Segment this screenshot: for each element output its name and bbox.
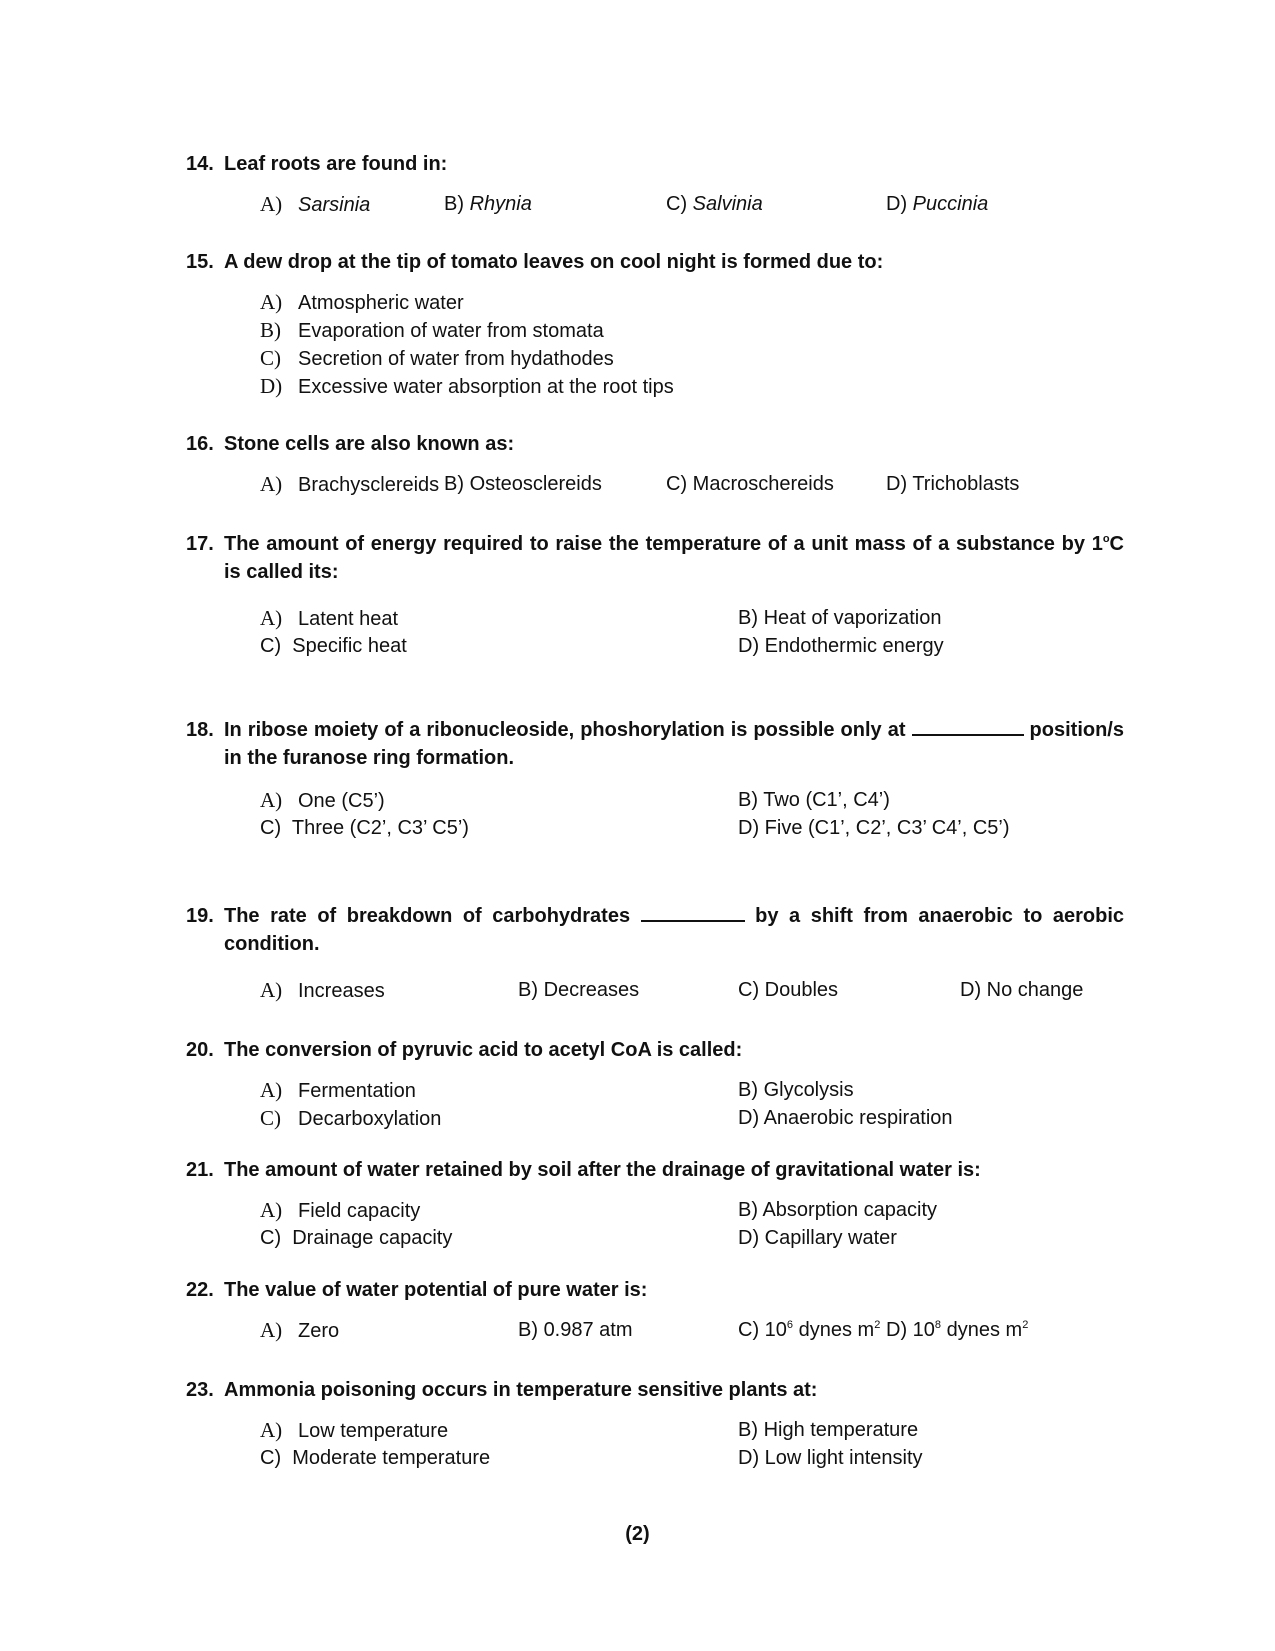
- option-c: C) Moderate temperature: [260, 1447, 491, 1469]
- options: [260, 1416, 1124, 1472]
- question-number: 14.: [186, 153, 214, 175]
- question-14: [186, 150, 1124, 218]
- options: [260, 288, 1124, 400]
- option-b: B) Heat of vaporization: [738, 607, 942, 629]
- option-c: C) Decarboxylation: [260, 1106, 442, 1130]
- question-23: [186, 1376, 1124, 1472]
- option-c: C) Salvinia: [666, 193, 763, 215]
- question-20: [186, 1036, 1124, 1132]
- option-c: C) Specific heat: [260, 635, 407, 657]
- question-text: The amount of water retained by soil after the drainage of gravitational water is:: [224, 1159, 981, 1181]
- question-text: The rate of breakdown of carbohydrates by a shift from anaerobic to aerobic condition.: [224, 905, 1124, 955]
- options: [260, 786, 1124, 842]
- option-d: D) Endothermic energy: [738, 635, 944, 657]
- question-stem: [186, 150, 1124, 178]
- question-stem: [186, 530, 1124, 586]
- question-stem: [186, 1376, 1124, 1404]
- option-c: C) Secretion of water from hydathodes: [260, 346, 614, 370]
- option-c: C) Doubles: [738, 979, 839, 1001]
- option-d: D) Puccinia: [886, 193, 989, 215]
- question-number: 19.: [186, 905, 214, 927]
- fill-blank: [912, 716, 1024, 736]
- question-stem: [186, 248, 1124, 276]
- option-a: A) Increases: [260, 978, 385, 1002]
- question-number: 16.: [186, 433, 214, 455]
- option-c: C) Macroschereids: [666, 473, 834, 495]
- option-a: A) One (C5’): [260, 788, 385, 812]
- fill-blank: [641, 902, 745, 922]
- option-a: A) Latent heat: [260, 606, 399, 630]
- question-number: 23.: [186, 1379, 214, 1401]
- question-22: [186, 1276, 1124, 1344]
- question-text: A dew drop at the tip of tomato leaves on cool night is formed due to:: [224, 251, 884, 273]
- option-d: D) Capillary water: [738, 1227, 897, 1249]
- question-18: [186, 716, 1124, 842]
- option-d: D) Trichoblasts: [886, 473, 1020, 495]
- question-19: [186, 902, 1124, 1004]
- option-a: A) Low temperature: [260, 1418, 449, 1442]
- question-stem: [186, 716, 1124, 772]
- option-b: B) Osteosclereids: [444, 473, 602, 495]
- question-text: Ammonia poisoning occurs in temperature sensitive plants at:: [224, 1379, 818, 1401]
- option-a: A) Brachysclereids: [260, 472, 440, 496]
- options: [260, 976, 1124, 1004]
- question-text: In ribose moiety of a ribonucleoside, phoshorylation is possible only at position/s in the furanose ring formation.: [224, 719, 1124, 769]
- question-text: The amount of energy required to raise the temperature of a unit mass of a substance by 1$^o$C is called its:: [224, 533, 1124, 583]
- question-number: 20.: [186, 1039, 214, 1061]
- question-text: The conversion of pyruvic acid to acetyl CoA is called:: [224, 1039, 743, 1061]
- options: [260, 190, 1124, 218]
- question-stem: [186, 902, 1124, 958]
- option-a: A) Zero: [260, 1318, 340, 1342]
- question-number: 15.: [186, 251, 214, 273]
- option-b: B) 0.987 atm: [518, 1319, 633, 1341]
- option-d: D) Low light intensity: [738, 1447, 923, 1469]
- option-a: A) Fermentation: [260, 1078, 416, 1102]
- option-a: A) Field capacity: [260, 1198, 421, 1222]
- options: [260, 604, 1124, 660]
- question-16: [186, 430, 1124, 498]
- options: [260, 1076, 1124, 1132]
- question-text: The value of water potential of pure water is:: [224, 1279, 648, 1301]
- option-d: D) Excessive water absorption at the root tips: [260, 374, 674, 398]
- option-b: B) Glycolysis: [738, 1079, 854, 1101]
- option-a: A) Atmospheric water: [260, 290, 464, 314]
- question-stem: [186, 430, 1124, 458]
- question-stem: [186, 1156, 1124, 1184]
- question-number: 17.: [186, 533, 214, 555]
- option-c: C) Three (C2’, C3’ C5’): [260, 817, 469, 839]
- option-b: B) High temperature: [738, 1419, 919, 1441]
- question-number: 18.: [186, 719, 214, 741]
- option-b: B) Two (C1’, C4’): [738, 789, 890, 811]
- question-15: [186, 248, 1124, 400]
- question-17: [186, 530, 1124, 660]
- option-b: B) Absorption capacity: [738, 1199, 937, 1221]
- option-d: D) No change: [960, 979, 1084, 1001]
- option-c: C) $10^6$ dynes $m^2$: [738, 1319, 881, 1341]
- question-21: [186, 1156, 1124, 1252]
- question-number: 22.: [186, 1279, 214, 1301]
- option-b: B) Evaporation of water from stomata: [260, 318, 604, 342]
- option-a: A) Sarsinia: [260, 192, 371, 216]
- question-text: Stone cells are also known as:: [224, 433, 515, 455]
- question-text: Leaf roots are found in:: [224, 153, 448, 175]
- options: [260, 1316, 1124, 1344]
- option-c: C) Drainage capacity: [260, 1227, 453, 1249]
- option-d: D) $10^8$ dynes $m^2$: [886, 1319, 1029, 1341]
- question-number: 21.: [186, 1159, 214, 1181]
- question-stem: [186, 1036, 1124, 1064]
- option-b: B) Rhynia: [444, 193, 532, 215]
- option-b: B) Decreases: [518, 979, 640, 1001]
- question-stem: [186, 1276, 1124, 1304]
- option-d: D) Five (C1’, C2’, C3’ C4’, C5’): [738, 817, 1010, 839]
- option-d: D) Anaerobic respiration: [738, 1107, 953, 1129]
- options: [260, 1196, 1124, 1252]
- degree-superscript: o: [1102, 533, 1110, 545]
- page-number: (2): [625, 1523, 650, 1545]
- options: [260, 470, 1124, 498]
